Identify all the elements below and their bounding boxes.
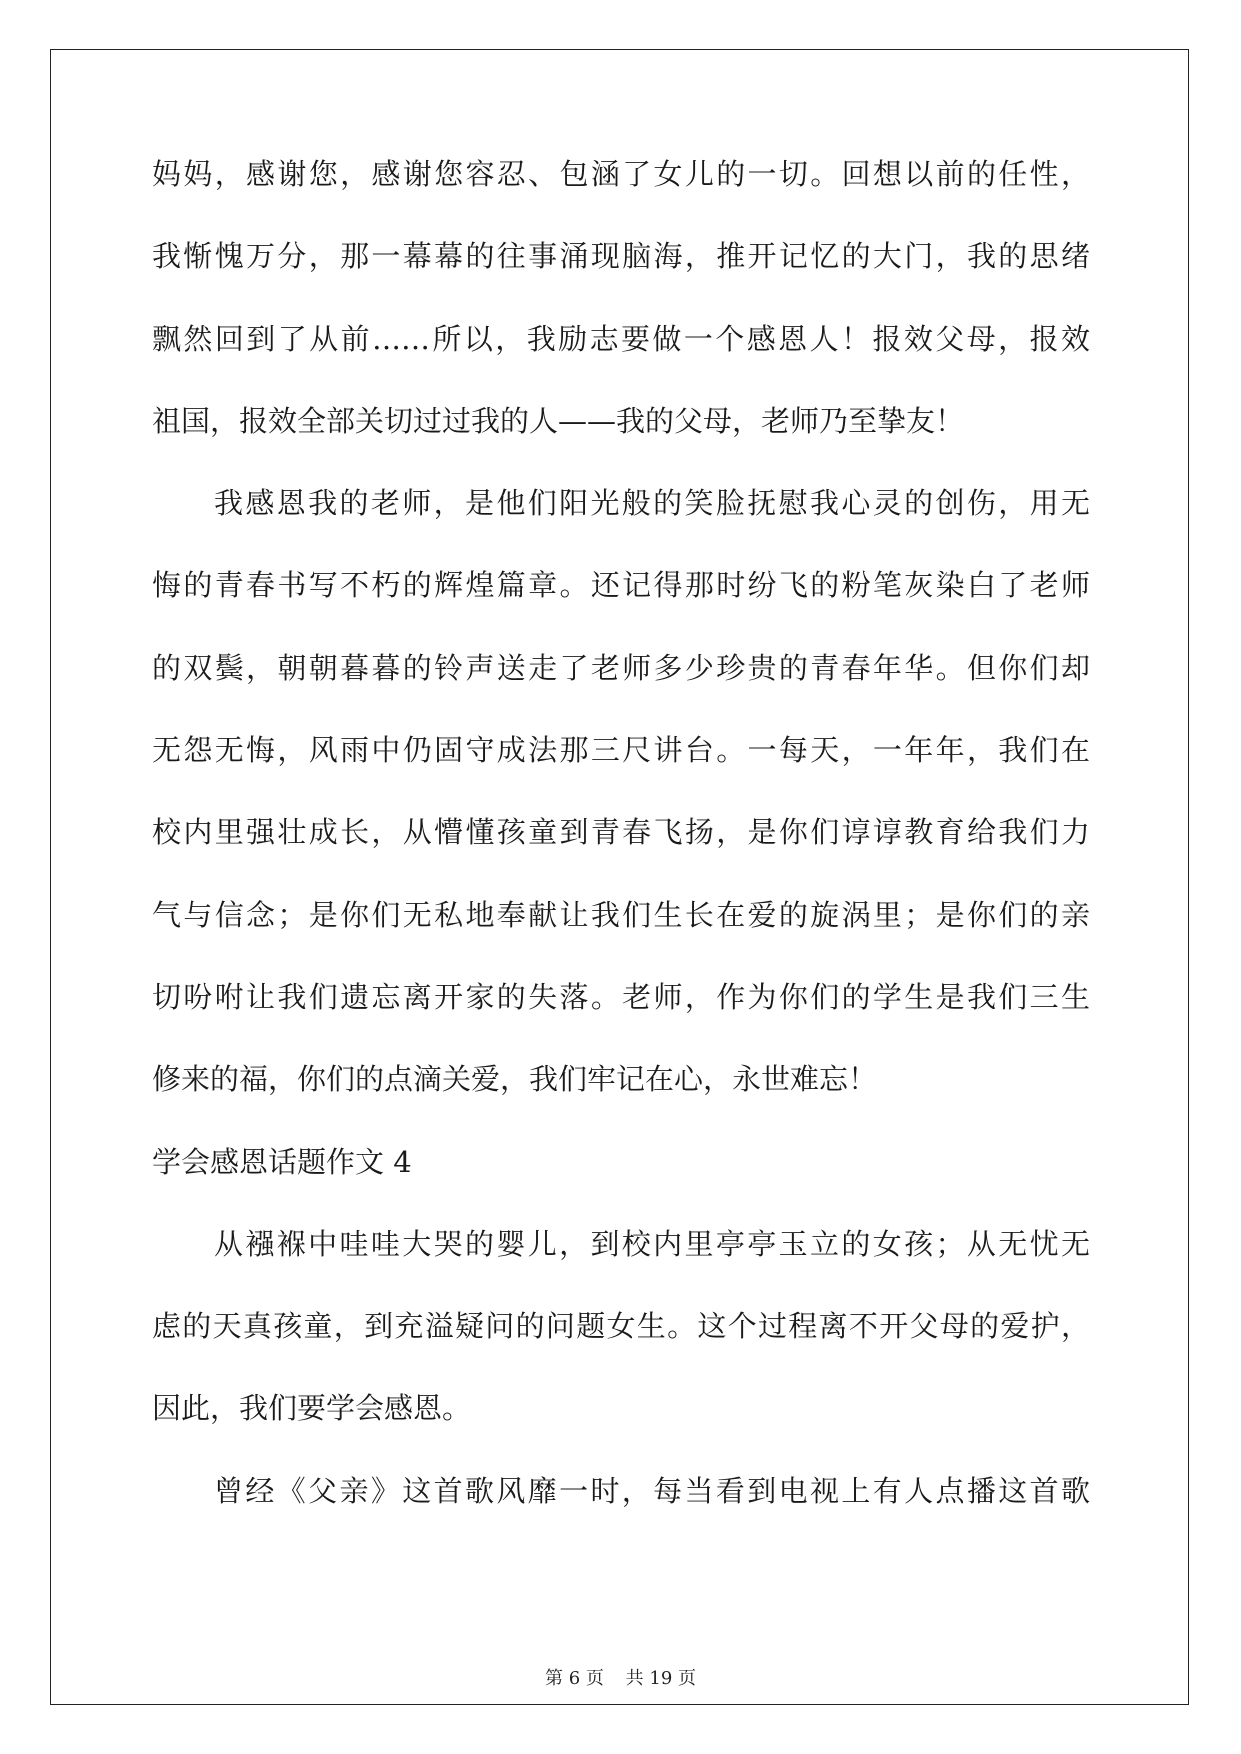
text-line: 祖国，报效全部关切过过我的人——我的父母，老师乃至挚友！ <box>152 403 965 438</box>
text-line: 因此，我们要学会感恩。 <box>152 1391 472 1426</box>
text-line: 气与信念；是你们无私地奉献让我们生长在爱的旋涡里；是你们的亲 <box>152 897 1090 932</box>
page-total: 共 19 页 <box>625 1668 696 1689</box>
document-body <box>152 157 1090 1559</box>
text-line: 的双鬓，朝朝暮暮的铃声送走了老师多少珍贵的青春年华。但你们却 <box>152 650 1090 685</box>
paragraph-start-line: 曾经《父亲》这首歌风靡一时，每当看到电视上有人点播这首歌 <box>214 1473 1090 1508</box>
text-line: 妈妈，感谢您，感谢您容忍、包涵了女儿的一切。回想以前的任性， <box>152 157 1090 191</box>
section-heading: 学会感恩话题作文 4 <box>152 1144 412 1179</box>
text-line: 悔的青春书写不朽的辉煌篇章。还记得那时纷飞的粉笔灰染白了老师 <box>152 568 1090 603</box>
paragraph-start-line: 我感恩我的老师，是他们阳光般的笑脸抚慰我心灵的创伤，用无 <box>214 486 1090 521</box>
text-line: 修来的福，你们的点滴关爱，我们牢记在心，永世难忘！ <box>152 1062 878 1097</box>
text-line: 校内里强壮成长，从懵懂孩童到青春飞扬，是你们谆谆教育给我们力 <box>152 815 1090 850</box>
text-line: 切吩咐让我们遗忘离开家的失落。老师，作为你们的学生是我们三生 <box>152 979 1090 1014</box>
paragraph-start-line: 从襁褓中哇哇大哭的婴儿，到校内里亭亭玉立的女孩；从无忧无 <box>214 1226 1090 1261</box>
text-line: 虑的天真孩童，到充溢疑问的问题女生。这个过程离不开父母的爱护， <box>152 1309 1090 1344</box>
text-line: 飘然回到了从前……所以，我励志要做一个感恩人！报效父母，报效 <box>152 321 1090 356</box>
text-line: 我惭愧万分，那一幕幕的往事涌现脑海，推开记忆的大门，我的思绪 <box>152 239 1090 274</box>
page-number: 第 6 页 <box>545 1668 604 1689</box>
text-line: 无怨无悔，风雨中仍固守成法那三尺讲台。一每天，一年年，我们在 <box>152 733 1090 768</box>
page-footer <box>0 1664 1241 1690</box>
